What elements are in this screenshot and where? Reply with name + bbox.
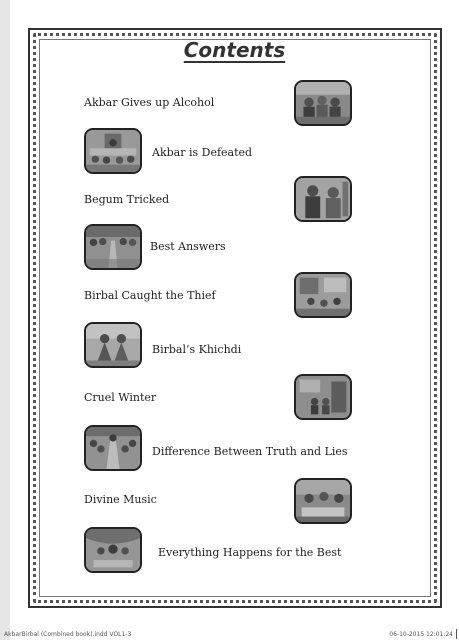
toc-entry-birbals-khichdi[interactable]: Birbal’s Khichdi xyxy=(152,343,242,356)
toc-entry-begum-tricked[interactable]: Begum Tricked xyxy=(84,193,170,206)
print-slug-timestamp: 06-10-2015 12:01:24 xyxy=(389,631,453,638)
illustration-thumbnail xyxy=(294,272,352,318)
illustration-thumbnail xyxy=(294,374,352,420)
illustration-thumbnail xyxy=(294,478,352,524)
toc-entry-cruel-winter[interactable]: Cruel Winter xyxy=(84,391,157,404)
toc-entry-akbar-is-defeated[interactable]: Akbar is Defeated xyxy=(152,146,253,159)
toc-entry-everything-happens-for-the-best[interactable]: Everything Happens for the Best xyxy=(158,546,342,559)
illustration-thumbnail xyxy=(294,176,352,222)
illustration-thumbnail xyxy=(84,224,142,270)
page-edge xyxy=(0,0,10,640)
illustration-thumbnail xyxy=(294,80,352,126)
illustration-thumbnail xyxy=(84,527,142,573)
toc-entry-best-answers[interactable]: Best Answers xyxy=(150,240,226,253)
page-title: Contents xyxy=(183,38,286,62)
illustration-thumbnail xyxy=(84,322,142,368)
toc-entry-birbal-caught-the-thief[interactable]: Birbal Caught the Thief xyxy=(84,289,216,302)
illustration-thumbnail xyxy=(84,425,142,471)
toc-entry-divine-music[interactable]: Divine Music xyxy=(84,493,157,506)
print-slug-filename: AkbarBirbal (Combined book).indd VOL1-3 xyxy=(4,631,132,638)
toc-entry-akbar-gives-up-alcohol[interactable]: Akbar Gives up Alcohol xyxy=(84,96,215,109)
toc-entry-difference-between-truth-and-lies[interactable]: Difference Between Truth and Lies xyxy=(152,445,348,458)
illustration-thumbnail xyxy=(84,128,142,174)
decorative-border-inner xyxy=(39,39,431,597)
crop-mark xyxy=(456,629,457,639)
